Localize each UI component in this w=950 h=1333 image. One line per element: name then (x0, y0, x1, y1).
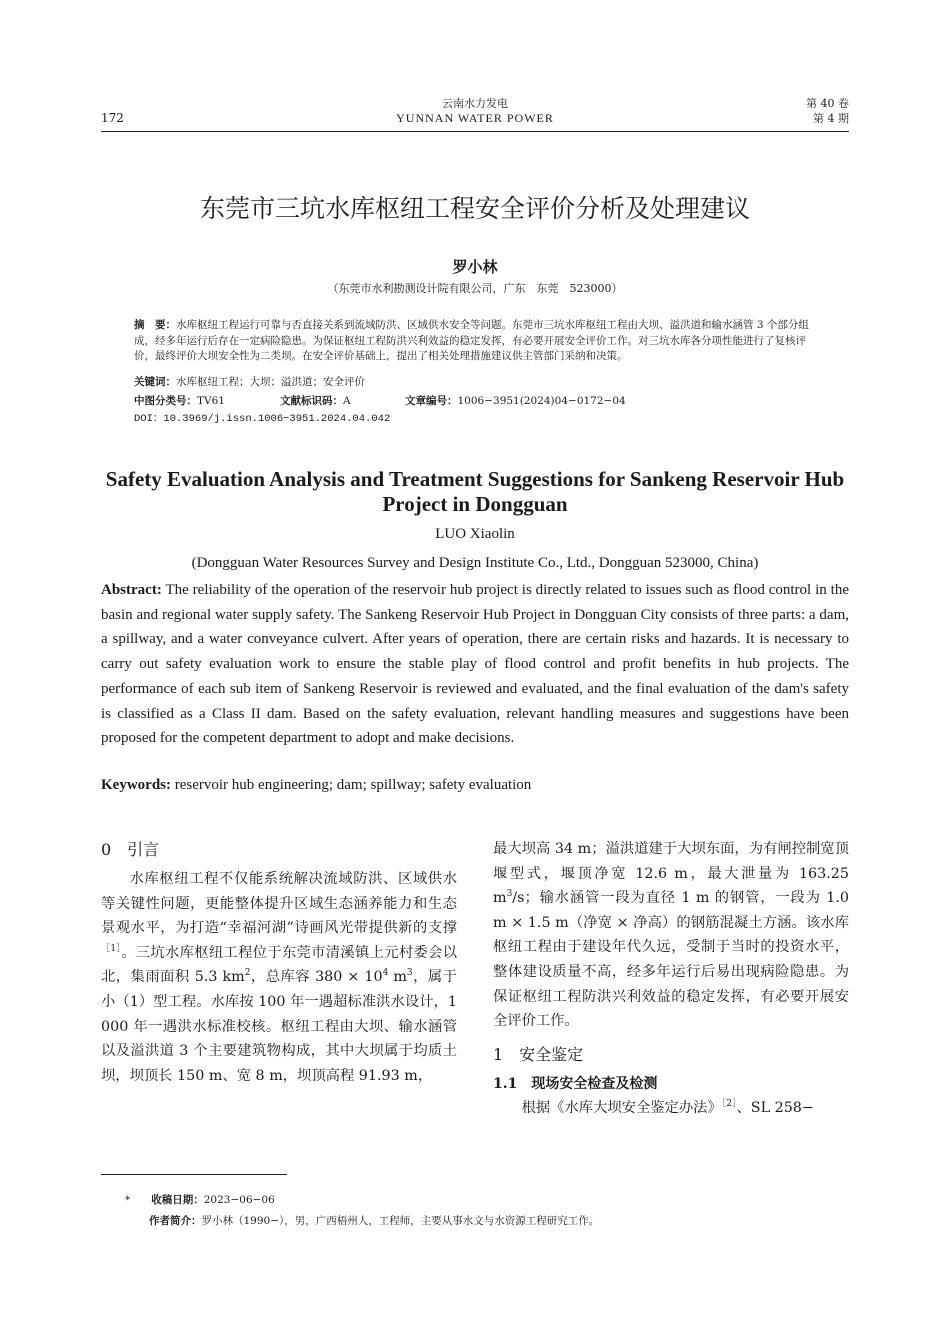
abstract-en-label: Abstract: (101, 582, 162, 598)
clc-value: TV61 (197, 395, 225, 407)
doi: DOI：10.3969/j.issn.1006−3951.2024.04.042 (134, 413, 391, 425)
footnote-received (125, 1191, 275, 1209)
abstract-cn-text: 水库枢纽工程运行可靠与否直接关系到流域防洪、区域供水安全等问题。东莞市三坑水库枢纽工程由大坝、溢洪道和输水涵管 3 个部分组成，经多年运行后存在一定病险隐患。为保证枢纽工程防洪兴利效益的稳定发挥，有必要开展安全评价工作。对三坑水库各分项性能进行了复核评价，最终评价大坝安全性为二类坝。在安全评价基础上，提出了相关处理措施建议供主管部门采纳和决策。 (134, 319, 809, 362)
doc-code-item (280, 394, 405, 410)
clc-item (134, 394, 280, 410)
text-run: ，属于小（1）型工程。水库按 100 年一遇超标准洪水设计，1 000 年一遇洪水标准校核。枢纽工程由大坝、输水涵管以及溢洪道 3 个主要建筑物构成，其中大坝属于均质土坝，坝顶长 150 m、宽 8 m，坝顶高程 91.93 m， (101, 969, 457, 1084)
volume-issue (806, 96, 849, 126)
section-1-1-heading: 1.1 现场安全检查及检测 (493, 1075, 658, 1092)
affiliation-cn: （东莞市水利勘测设计院有限公司，广东 东莞 523000） (327, 282, 623, 295)
abstract-cn (134, 318, 816, 365)
received-label: 收稿日期： (151, 1194, 204, 1206)
keywords-cn-label: 关键词： (134, 376, 176, 388)
text-run: 、SL 258− (736, 1099, 814, 1116)
citation-ref-2: ［2］ (721, 1098, 737, 1109)
doc-code-value: A (343, 395, 351, 407)
abstract-cn-label: 摘 要： (134, 319, 176, 331)
body-left-column (101, 837, 457, 1088)
title-cn: 东莞市三坑水库枢纽工程安全评价分析及处理建议 (199, 194, 750, 223)
keywords-cn (134, 375, 816, 391)
article-no-item (405, 394, 626, 410)
superscript: 2 (244, 968, 251, 979)
keywords-en-text: reservoir hub engineering; dam; spillway; safety evaluation (171, 777, 532, 793)
text-run: 水库枢纽工程不仅能系统解决流域防洪、区域供水等关键性问题，更能整体提升区域生态涵养能力和生态景观水平，为打造“幸福河湖”诗画风光带提供新的支撑 (101, 871, 457, 937)
title-en: Safety Evaluation Analysis and Treatment Suggestions for Sankeng Reservoir Hub Project in Dongguan (105, 467, 845, 516)
section-1-1-paragraph (493, 1096, 849, 1121)
section-0-paragraph-continued (493, 837, 849, 1034)
section-1-heading: 1 安全鉴定 (493, 1044, 584, 1064)
classification-line (134, 394, 816, 410)
issue: 第 4 期 (813, 112, 849, 125)
text-run: 最大坝高 34 m；溢洪道建于大坝东面，为有闸控制宽顶堰型式，堰顶净宽 12.6 m，最大泄量为 163.25 m (493, 841, 849, 907)
text-run: /s；输水涵管一段为直径 1 m 的钢管，一段为 1.0 m × 1.5 m（净宽 × 净高）的钢筋混凝土方涵。该水库枢纽工程由于建设年代久远，受制于当时的投资水平，整体建设质量不高，经多年运行后易出现病险隐患。为保证枢纽工程防洪兴利效益的稳定发挥，有必要开展安全评价工作。 (493, 890, 849, 1030)
article-no-label: 文章编号： (405, 395, 458, 407)
section-0-paragraph (101, 867, 457, 1088)
article-no-value: 1006−3951(2024)04−0172−04 (457, 395, 626, 407)
keywords-en-label: Keywords: (101, 777, 171, 793)
abstract-en (101, 578, 849, 751)
page-number: 172 (101, 111, 124, 125)
body-right-column (493, 837, 849, 1120)
footnote-star: * (125, 1194, 131, 1206)
superscript: 3 (506, 889, 513, 900)
section-0-heading: 0 引言 (101, 840, 160, 859)
text-run: 。三坑水库枢纽工程位于东莞市清溪镇上元村委会以北，集雨面积 5.3 km (101, 944, 457, 986)
volume: 第 40 卷 (806, 97, 849, 110)
header-rule (101, 131, 849, 132)
text-run: 根据《水库大坝安全鉴定办法》 (521, 1099, 722, 1116)
journal-header (300, 96, 650, 126)
superscript: 4 (382, 968, 389, 979)
text-run: m (388, 969, 407, 986)
footnote-rule (101, 1174, 287, 1175)
keywords-cn-text: 水库枢纽工程；大坝；溢洪道；安全评价 (176, 376, 365, 388)
author-bio-value: 罗小林（1990−），男，广西梧州人，工程师，主要从事水文与水资源工程研究工作。 (201, 1215, 600, 1227)
journal-name-cn: 云南水力发电 (442, 97, 508, 110)
superscript: 3 (406, 968, 413, 979)
abstract-en-text: The reliability of the operation of the reservoir hub project is directly related to issues such as flood control in the basin and regional water supply safety. The Sankeng Reservoir Hub Project in Dongguan City consists of three parts: a dam, a spillway, and a water conveyance culvert. After years of operation, there are certain risks and hazards. It is necessary to carry out safety evaluation work to ensure the stable play of flood control and profit benefits in hub projects. The performance of each sub item of Sankeng Reservoir is reviewed and evaluated, and the final evaluation of the dam's safety is classified as a Class II dam. Based on the safety evaluation, relevant handling measures and suggestions have been proposed for the competent department to adopt and make decisions. (101, 582, 849, 747)
text-run: ，总库容 380 × 10 (250, 969, 383, 986)
received-value: 2023−06−06 (203, 1194, 275, 1206)
author-en: LUO Xiaolin (435, 526, 515, 542)
citation-ref-1: ［1］ (101, 944, 122, 955)
affiliation-en: (Dongguan Water Resources Survey and Design Institute Co., Ltd., Dongguan 523000, China) (191, 555, 759, 571)
footnote-author (149, 1212, 599, 1230)
doc-code-label: 文献标识码： (280, 395, 343, 407)
keywords-en (101, 777, 849, 794)
journal-name-en: YUNNAN WATER POWER (396, 111, 554, 125)
clc-label: 中图分类号： (134, 395, 197, 407)
author-bio-label: 作者简介： (149, 1215, 202, 1227)
author-cn: 罗小林 (452, 258, 498, 276)
